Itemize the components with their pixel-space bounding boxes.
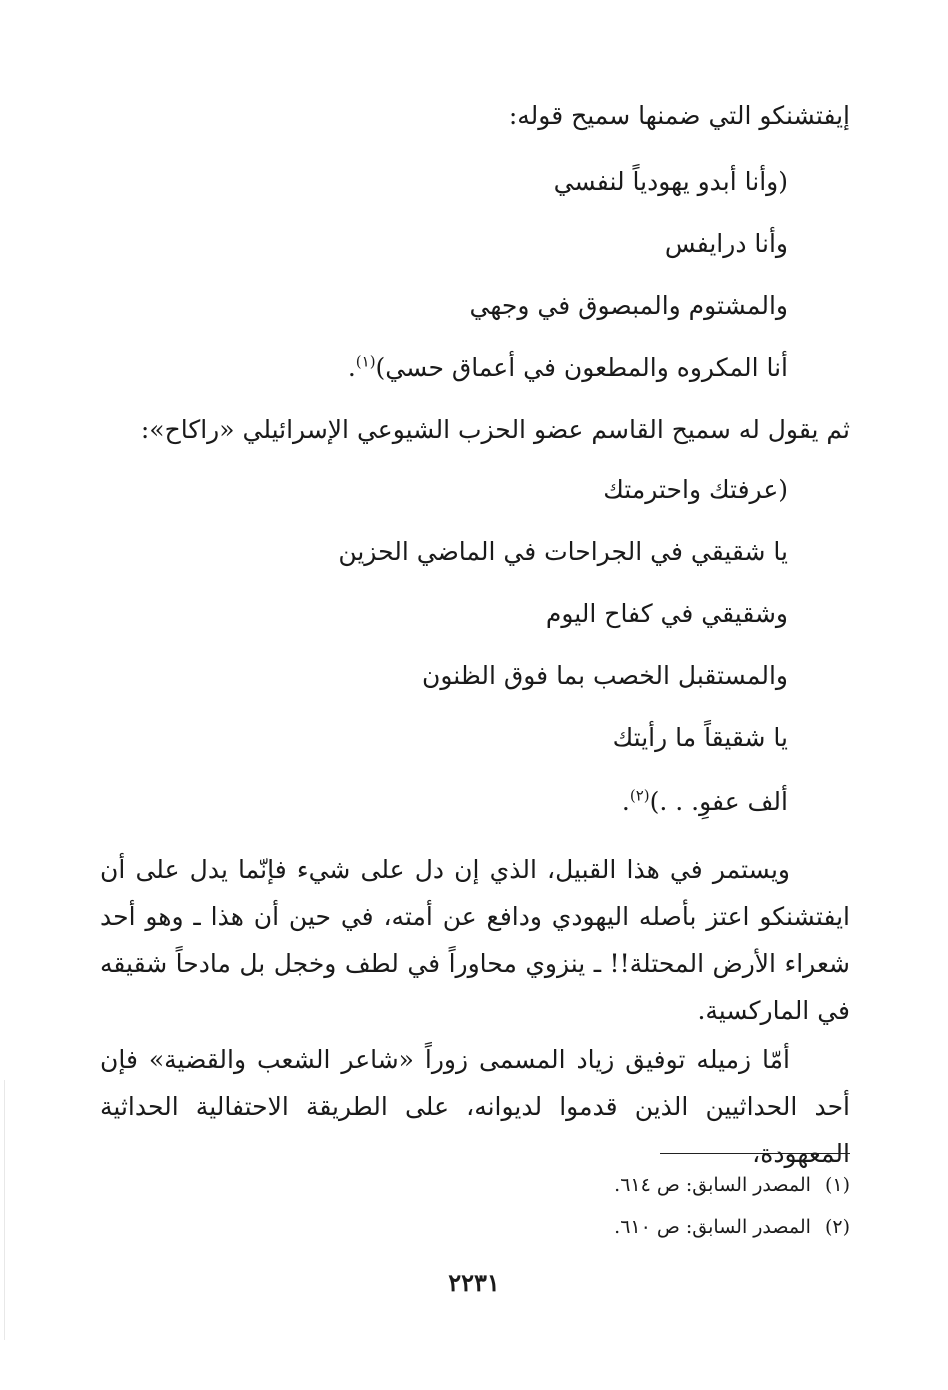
verse-line: أنا المكروه والمطعون في أعماق حسي)$^{(١)}$. xyxy=(347,352,788,382)
verse-line: وشقيقي في كفاح اليوم xyxy=(545,599,788,628)
intro-line: إيفتشنكو التي ضمنها سميح قوله: xyxy=(508,101,850,130)
body-paragraph: أمّا زميله توفيق زياد المسمى زوراً «شاعر الشعب والقضية» فإن أحد الحداثيين الذين قدموا لديوانه، على الطريقة الاحتفالية الحداثية المعهودة، xyxy=(100,1045,850,1168)
verse-line: وأنا درايفس xyxy=(664,229,788,258)
text-line: ثم يقول له سميح القاسم عضو الحزب الشيوعي الإسرائيلي «راكاح»: xyxy=(140,415,850,444)
footnote-text: المصدر السابق: ص ٦١٠. xyxy=(614,1216,811,1238)
verse-line: يا شقيقي في الجراحات في الماضي الحزين xyxy=(338,537,788,566)
verse-line: (عرفتك واحترمتك xyxy=(603,475,788,504)
footnote xyxy=(614,1170,850,1200)
footnote xyxy=(614,1212,850,1242)
verse-line: ألف عفوِ. . .)$^{(٢)}$. xyxy=(621,786,788,816)
footnote-number: (١) xyxy=(824,1174,850,1196)
verse-line: والمشتوم والمبصوق في وجهي xyxy=(469,291,788,320)
footnote-separator xyxy=(660,1153,850,1154)
footnote-ref: (١) xyxy=(355,352,376,371)
footnote-number: (٢) xyxy=(824,1216,850,1238)
footnote-ref: (٢) xyxy=(629,786,650,805)
body-paragraph: ويستمر في هذا القبيل، الذي إن دل على شيء فإنّما يدل على أن ايفتشنكو اعتز بأصله اليهودي ودافع عن أمته، في حين أن هذا ـ وهو أحد شعراء الأرض المحتلة!! ـ ينزوي محاوراً في لطف وخجل بل مادحاً شقيقه في الماركسية. xyxy=(100,855,850,1025)
verse-line: يا شقيقاً ما رأيتك xyxy=(612,723,788,752)
scan-edge xyxy=(4,1080,5,1340)
verse-line: (وأنا أبدو يهودياً لنفسي xyxy=(553,167,788,196)
page-number: ٢٢٣١ xyxy=(448,1268,500,1297)
footnote-text: المصدر السابق: ص ٦١٤. xyxy=(614,1174,811,1196)
verse-line: والمستقبل الخصب بما فوق الظنون xyxy=(422,661,788,690)
